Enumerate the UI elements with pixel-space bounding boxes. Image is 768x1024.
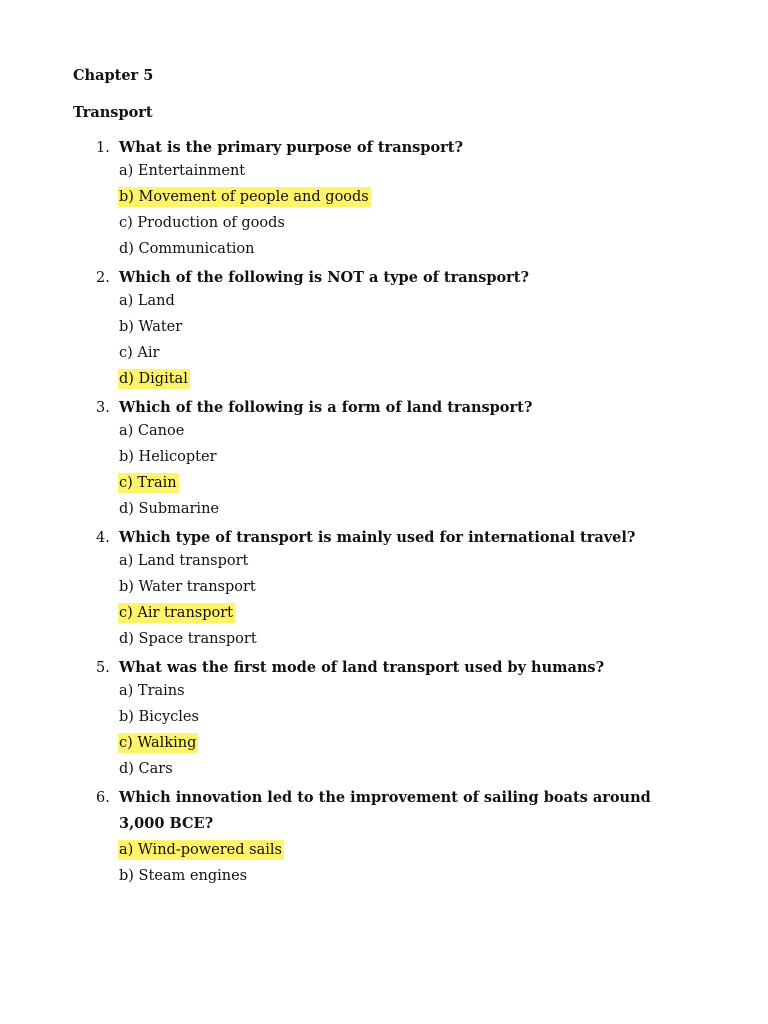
option-list [119,291,768,389]
question-item [0,788,768,886]
question-text: Which type of transport is mainly used for international travel? [119,529,636,546]
option-label: b) Water [119,319,183,335]
option-label: d) Cars [119,761,173,777]
answer-option [119,161,768,181]
question-number: 5. [96,660,110,676]
answer-option [119,291,768,311]
option-list [119,551,768,649]
answer-option [119,343,768,363]
question-text: What was the first mode of land transport used by humans? [119,659,605,676]
answer-option-highlighted [119,840,768,860]
option-label: c) Production of goods [119,215,285,231]
answer-option [119,213,768,233]
answer-option-highlighted [119,473,768,493]
answer-option [119,421,768,441]
question-number: 2. [96,270,110,286]
chapter-heading: Chapter 5 [73,67,154,84]
question-number: 3. [96,400,110,416]
answer-option [119,447,768,467]
question-item [0,528,768,649]
option-label: a) Trains [119,683,185,699]
option-label: b) Bicycles [119,709,199,725]
answer-option [119,317,768,337]
option-list [119,421,768,519]
answer-option [119,629,768,649]
question-text: Which innovation led to the improvement of sailing boats around 3,000 BCE? [119,789,651,832]
answer-option [119,551,768,571]
option-label: b) Helicopter [119,449,217,465]
question-number: 4. [96,530,110,546]
question-text: Which of the following is NOT a type of transport? [119,269,530,286]
question-list [0,138,768,895]
answer-option-highlighted [119,187,768,207]
question-text: What is the primary purpose of transport? [119,139,463,156]
section-heading: Transport [73,104,153,121]
option-list [119,840,768,886]
question-item [0,398,768,519]
option-label: d) Submarine [119,501,219,517]
option-label: d) Digital [119,371,188,387]
question-item [0,268,768,389]
option-label: c) Air transport [119,605,233,621]
option-label: a) Land transport [119,553,249,569]
option-list [119,161,768,259]
option-label: b) Water transport [119,579,256,595]
answer-option [119,499,768,519]
option-label: b) Movement of people and goods [119,189,369,205]
option-label: a) Canoe [119,423,185,439]
answer-option [119,707,768,727]
option-label: a) Land [119,293,175,309]
answer-option [119,759,768,779]
option-label: a) Wind-powered sails [119,842,282,858]
option-label: d) Communication [119,241,255,257]
option-label: c) Train [119,475,177,491]
answer-option-highlighted [119,603,768,623]
answer-option [119,866,768,886]
answer-option [119,239,768,259]
question-item [0,658,768,779]
option-label: c) Walking [119,735,197,751]
option-label: a) Entertainment [119,163,246,179]
option-label: c) Air [119,345,160,361]
question-number: 1. [96,140,110,156]
question-item [0,138,768,259]
answer-option [119,681,768,701]
question-text: Which of the following is a form of land transport? [119,399,533,416]
answer-option [119,577,768,597]
answer-option-highlighted [119,733,768,753]
option-label: b) Steam engines [119,868,248,884]
answer-option-highlighted [119,369,768,389]
option-label: d) Space transport [119,631,257,647]
option-list [119,681,768,779]
question-number: 6. [96,790,110,806]
